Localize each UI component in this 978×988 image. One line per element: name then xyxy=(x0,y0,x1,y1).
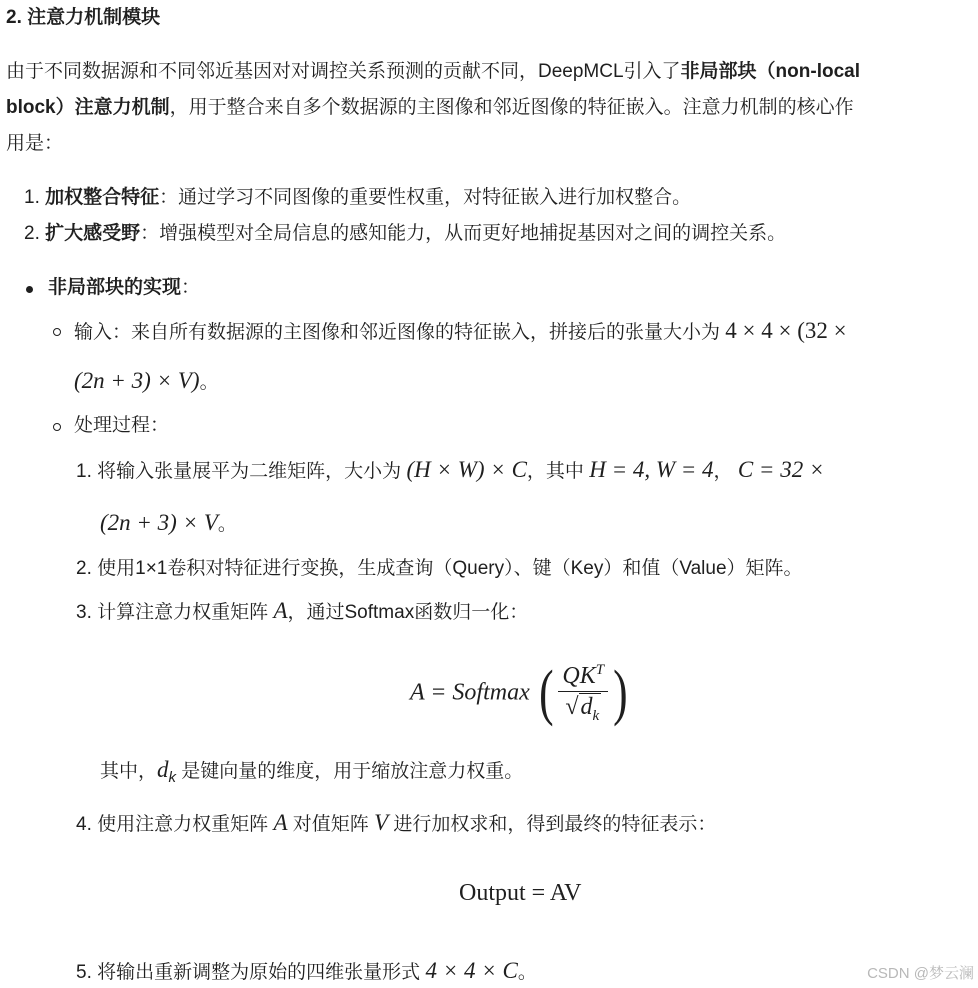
circle-bullet xyxy=(53,423,61,431)
intro-text: 由于不同数据源和不同邻近基因对对调控关系预测的贡献不同，DeepMCL引入了 xyxy=(6,61,681,82)
step-math: (H × W) × C xyxy=(406,457,527,482)
intro-line-2 xyxy=(6,95,854,121)
role-item-1 xyxy=(24,185,691,211)
step-text: 使用1×1卷积对特征进行变换，生成查询（Query）、键（Key）和值（Value）矩阵。 xyxy=(97,558,803,579)
intro-bold-term-cont: block）注意力机制 xyxy=(6,97,170,118)
where-sub: k xyxy=(168,768,177,786)
step-number: 1. xyxy=(76,461,92,482)
step-4 xyxy=(76,810,716,838)
left-paren: ( xyxy=(538,658,554,727)
intro-line-3: 用是： xyxy=(6,133,64,154)
input-math: 4 × 4 × (32 × xyxy=(725,318,847,343)
intro-text-cont: ，用于整合来自多个数据源的主图像和邻近图像的特征嵌入。注意力机制的核心作 xyxy=(169,97,854,118)
step-5 xyxy=(76,958,537,986)
input-item xyxy=(0,318,978,348)
role-text: ：通过学习不同图像的重要性权重，对特征嵌入进行加权整合。 xyxy=(159,187,692,208)
watermark: CSDN @梦云澜 xyxy=(867,965,974,982)
input-end: 。 xyxy=(199,372,219,393)
step-1-cont xyxy=(100,510,237,538)
step-math: 4 × 4 × C xyxy=(425,958,518,983)
step-number: 5. xyxy=(76,962,92,983)
impl-bullet xyxy=(0,275,978,301)
role-item-2 xyxy=(24,221,786,247)
formula-lhs: A = Softmax xyxy=(410,679,530,706)
process-label: 处理过程： xyxy=(74,415,170,436)
numerator-text: QK xyxy=(562,663,596,689)
intro-line-1 xyxy=(6,59,860,85)
softmax-formula xyxy=(410,655,631,731)
list-number: 2. xyxy=(24,223,40,244)
where-text: 其中， xyxy=(100,761,158,782)
impl-title: 非局部块的实现 xyxy=(48,277,182,298)
step-1 xyxy=(76,457,824,485)
where-line xyxy=(100,757,523,791)
denominator-sub: k xyxy=(592,707,600,724)
fraction-numerator xyxy=(558,655,608,692)
right-paren: ) xyxy=(613,658,628,727)
where-text: 是键向量的维度，用于缩放注意力权重。 xyxy=(181,761,524,782)
step-math: C = 32 × xyxy=(737,457,825,482)
step-text: 将输出重新调整为原始的四维张量形式 xyxy=(97,962,421,983)
process-item xyxy=(0,413,978,439)
role-text: ：增强模型对全局信息的感知能力，从而更好地捕捉基因对之间的调控关系。 xyxy=(140,223,787,244)
step-2 xyxy=(76,556,803,582)
fraction-denominator: $√d_k$ xyxy=(565,694,600,724)
output-formula: Output = AV xyxy=(459,880,582,906)
step-text: 进行加权求和，得到最终的特征表示： xyxy=(393,814,717,835)
input-text: 输入：来自所有数据源的主图像和邻近图像的特征嵌入，拼接后的张量大小为 xyxy=(74,322,721,343)
input-math-cont: (2n + 3) × V) xyxy=(74,368,200,393)
step-math: (2n + 3) × V xyxy=(100,510,218,535)
step-3 xyxy=(76,598,528,626)
fraction xyxy=(558,655,608,731)
impl-colon: ： xyxy=(181,277,201,298)
step-text: 计算注意力权重矩阵 xyxy=(97,602,269,623)
numerator-sup: T xyxy=(595,662,605,678)
step-number: 4. xyxy=(76,814,92,835)
step-text: ， xyxy=(713,461,733,482)
step-math: H = 4, W = 4 xyxy=(589,457,714,482)
role-bold: 扩大感受野 xyxy=(45,223,141,244)
bullet-dot xyxy=(26,286,33,293)
step-number: 2. xyxy=(76,558,92,579)
step-text: 对值矩阵 xyxy=(292,814,369,835)
step-math: A xyxy=(273,810,288,835)
where-math: d xyxy=(157,757,169,782)
section-heading: 2. 注意力机制模块 xyxy=(6,7,161,28)
list-number: 1. xyxy=(24,187,40,208)
role-bold: 加权整合特征 xyxy=(45,187,160,208)
intro-bold-term: 非局部块（non-local xyxy=(680,61,860,82)
step-number: 3. xyxy=(76,602,92,623)
step-math: A xyxy=(273,598,288,623)
denominator-text: d xyxy=(580,694,593,720)
step-text: ，通过Softmax函数归一化： xyxy=(287,602,529,623)
step-text: 将输入张量展平为二维矩阵，大小为 xyxy=(97,461,402,482)
input-item-cont xyxy=(74,368,219,396)
step-text: 。 xyxy=(217,514,237,535)
circle-bullet xyxy=(53,328,61,336)
step-text: ，其中 xyxy=(526,461,584,482)
step-math: V xyxy=(374,810,389,835)
step-text: 使用注意力权重矩阵 xyxy=(97,814,269,835)
step-text: 。 xyxy=(517,962,537,983)
